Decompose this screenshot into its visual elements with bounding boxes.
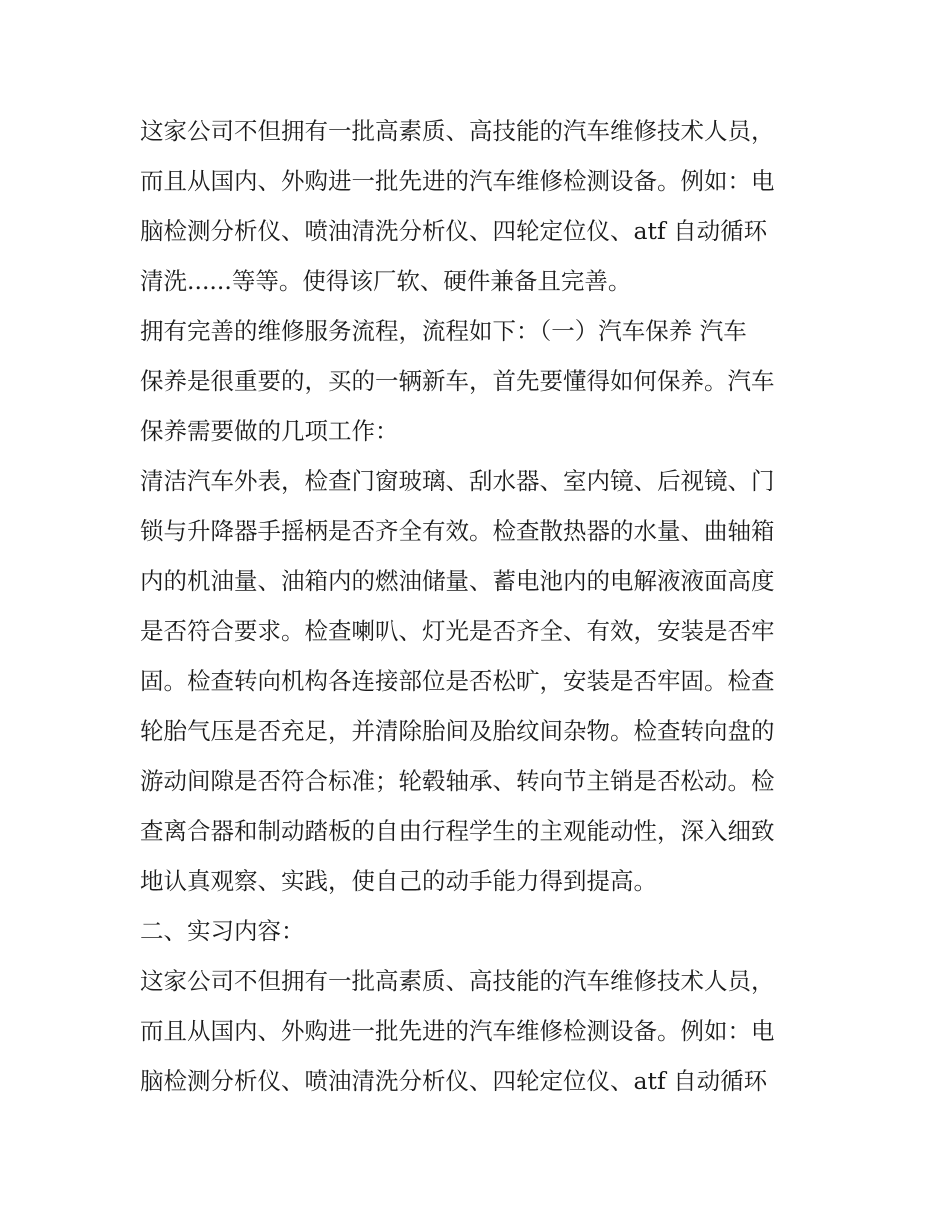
text-line: 而且从国内、外购进一批先进的汽车维修检测设备。例如：电 xyxy=(140,167,775,195)
text-line: 清洗......等等。使得该厂软、硬件兼备且完善。 xyxy=(140,267,632,295)
text-line: 查离合器和制动踏板的自由行程学生的主观能动性，深入细致 xyxy=(140,817,775,845)
text-line: 这家公司不但拥有一批高素质、高技能的汽车维修技术人员， xyxy=(140,967,775,995)
text-line: 内的机油量、油箱内的燃油储量、蓄电池内的电解液液面高度 xyxy=(140,567,775,595)
section-heading: 二、实习内容： xyxy=(140,917,305,945)
text-line: 清洁汽车外表，检查门窗玻璃、刮水器、室内镜、后视镜、门 xyxy=(140,467,775,495)
text-line: 轮胎气压是否充足，并清除胎间及胎纹间杂物。检查转向盘的 xyxy=(140,717,775,745)
text-line: 保养是很重要的，买的一辆新车，首先要懂得如何保养。汽车 xyxy=(140,367,775,395)
text-line: 游动间隙是否符合标准；轮毂轴承、转向节主销是否松动。检 xyxy=(140,767,775,795)
text-line: 脑检测分析仪、喷油清洗分析仪、四轮定位仪、atf 自动循环 xyxy=(140,217,768,245)
text-line: 地认真观察、实践，使自己的动手能力得到提高。 xyxy=(140,867,657,895)
text-line: 锁与升降器手摇柄是否齐全有效。检查散热器的水量、曲轴箱 xyxy=(140,517,775,545)
text-line: 是否符合要求。检查喇叭、灯光是否齐全、有效，安装是否牢 xyxy=(140,617,775,645)
document-body xyxy=(140,106,815,1106)
text-line: 保养需要做的几项工作： xyxy=(140,417,399,445)
text-line: 固。检查转向机构各连接部位是否松旷，安装是否牢固。检查 xyxy=(140,667,775,695)
text-line: 拥有完善的维修服务流程，流程如下：（一）汽车保养 汽车 xyxy=(140,317,747,345)
text-line: 脑检测分析仪、喷油清洗分析仪、四轮定位仪、atf 自动循环 xyxy=(140,1067,768,1095)
text-line: 而且从国内、外购进一批先进的汽车维修检测设备。例如：电 xyxy=(140,1017,775,1045)
text-line: 这家公司不但拥有一批高素质、高技能的汽车维修技术人员， xyxy=(140,117,775,145)
